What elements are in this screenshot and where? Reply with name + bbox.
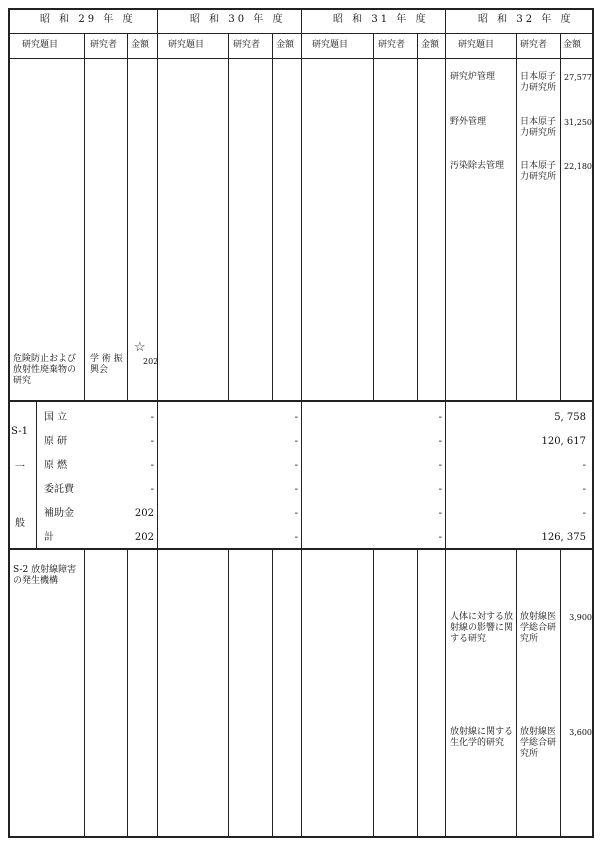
subhead-31-researcher: 研究者 <box>378 40 406 50</box>
summary-cell-y31: - <box>438 412 442 423</box>
year-header-32: 昭 和 32 年 度 <box>478 14 574 25</box>
summary-cell-y30: - <box>294 436 298 447</box>
subhead-29-topic: 研究題目 <box>22 40 59 50</box>
summary-cell-y30: - <box>294 532 298 543</box>
rule-s2-29a <box>84 548 85 836</box>
summary-cell-y32: - <box>582 460 586 471</box>
summary-cell-y31: - <box>438 532 442 543</box>
rule-s2-29b <box>127 548 128 836</box>
summary-cell-y32: 5, 758 <box>554 412 586 423</box>
y32-researcher-1: 日本原子力研究所 <box>520 72 557 93</box>
summary-cell-y32: 126, 375 <box>541 532 586 543</box>
year-header-29: 昭 和 29 年 度 <box>40 14 136 25</box>
summary-row-label: 計 <box>44 532 54 543</box>
s2-topic-2: 放射線に関する生化学的研究 <box>450 727 514 748</box>
summary-cell-y29: 202 <box>134 508 154 519</box>
s2-researcher-2: 放射線医学総合研究所 <box>520 727 557 759</box>
subhead-32-topic: 研究題目 <box>458 40 495 50</box>
summary-cell-y31: - <box>438 484 442 495</box>
summary-code: S-1 <box>11 426 28 437</box>
year-header-31: 昭 和 31 年 度 <box>333 14 429 25</box>
summary-cell-y29: - <box>150 460 154 471</box>
rule-s2-30b <box>272 548 273 836</box>
summary-cell-y32: 120, 617 <box>541 436 586 447</box>
summary-cell-y31: - <box>438 460 442 471</box>
summary-cell-y31: - <box>438 436 442 447</box>
y29-researcher: 学 術 振興会 <box>90 354 123 375</box>
y29-amount: 202 <box>143 357 159 366</box>
subhead-32-researcher: 研究者 <box>520 40 548 50</box>
star-mark: ☆ <box>134 340 146 355</box>
subhead-29-researcher: 研究者 <box>90 40 118 50</box>
y32-topic-3: 汚染除去管理 <box>450 161 505 171</box>
rule-col-29a <box>84 33 85 400</box>
rule-s2-32a <box>516 548 517 836</box>
summary-row-label: 国 立 <box>44 412 68 423</box>
summary-cell-y30: - <box>294 460 298 471</box>
y32-amount-1: 27,577 <box>564 73 592 82</box>
s2-amount-2: 3,600 <box>569 728 592 737</box>
rule-left <box>8 8 10 838</box>
y32-amount-3: 22,180 <box>564 162 592 171</box>
subhead-32-amount: 金額 <box>563 40 582 50</box>
subhead-30-amount: 金額 <box>276 40 295 50</box>
rule-bottom <box>8 836 594 838</box>
rule-s2-32b <box>560 548 561 836</box>
rule-s2-31a <box>373 548 374 836</box>
y29-topic: 危険防止および放射性廃棄物の研究 <box>13 354 77 386</box>
subhead-31-amount: 金額 <box>421 40 440 50</box>
subhead-30-topic: 研究題目 <box>168 40 205 50</box>
summary-cell-y30: - <box>294 484 298 495</box>
rule-s2-31b <box>417 548 418 836</box>
y32-amount-2: 31,250 <box>564 118 592 127</box>
summary-row-label: 原 燃 <box>44 460 68 471</box>
s2-amount-1: 3,900 <box>569 613 592 622</box>
rule-col-32b <box>560 33 561 400</box>
summary-cell-y29: - <box>150 412 154 423</box>
y32-topic-2: 野外管理 <box>450 117 487 127</box>
rule-year-div-3 <box>445 8 446 836</box>
summary-row-label: 委託費 <box>44 484 74 495</box>
rule-col-32a <box>516 33 517 400</box>
summary-row-label: 原 研 <box>44 436 68 447</box>
summary-cell-y31: - <box>438 508 442 519</box>
summary-cell-y29: 202 <box>134 532 154 543</box>
summary-dash: 一 <box>15 462 25 473</box>
rule-year-div-1 <box>157 8 158 836</box>
rule-year-div-2 <box>301 8 302 836</box>
y32-researcher-2: 日本原子力研究所 <box>520 117 557 138</box>
y32-topic-1: 研究炉管理 <box>450 72 496 82</box>
rule-summary-label <box>36 400 37 548</box>
summary-cell-y29: - <box>150 436 154 447</box>
summary-cell-y30: - <box>294 412 298 423</box>
section2-title: S-2 放射線障害の発生機構 <box>13 565 77 586</box>
year-header-30: 昭 和 30 年 度 <box>190 14 286 25</box>
s2-researcher-1: 放射線医学総合研究所 <box>520 612 557 644</box>
summary-cell-y30: - <box>294 508 298 519</box>
s2-topic-1: 人体に対する放射線の影響に関する研究 <box>450 612 514 644</box>
summary-cell-y32: - <box>582 484 586 495</box>
rule-col-29b <box>127 33 128 400</box>
subhead-29-amount: 金額 <box>131 40 150 50</box>
rule-right <box>592 8 594 838</box>
y32-researcher-3: 日本原子力研究所 <box>520 161 557 182</box>
summary-row-label: 補助金 <box>44 508 74 519</box>
rule-col-31a <box>373 33 374 400</box>
rule-col-31b <box>417 33 418 400</box>
rule-s2-30a <box>228 548 229 836</box>
subhead-31-topic: 研究題目 <box>312 40 349 50</box>
summary-cell-y32: - <box>582 508 586 519</box>
subhead-30-researcher: 研究者 <box>233 40 261 50</box>
rule-col-30a <box>228 33 229 400</box>
rule-col-30b <box>272 33 273 400</box>
summary-cell-y29: - <box>150 484 154 495</box>
summary-kanji: 般 <box>15 518 25 529</box>
